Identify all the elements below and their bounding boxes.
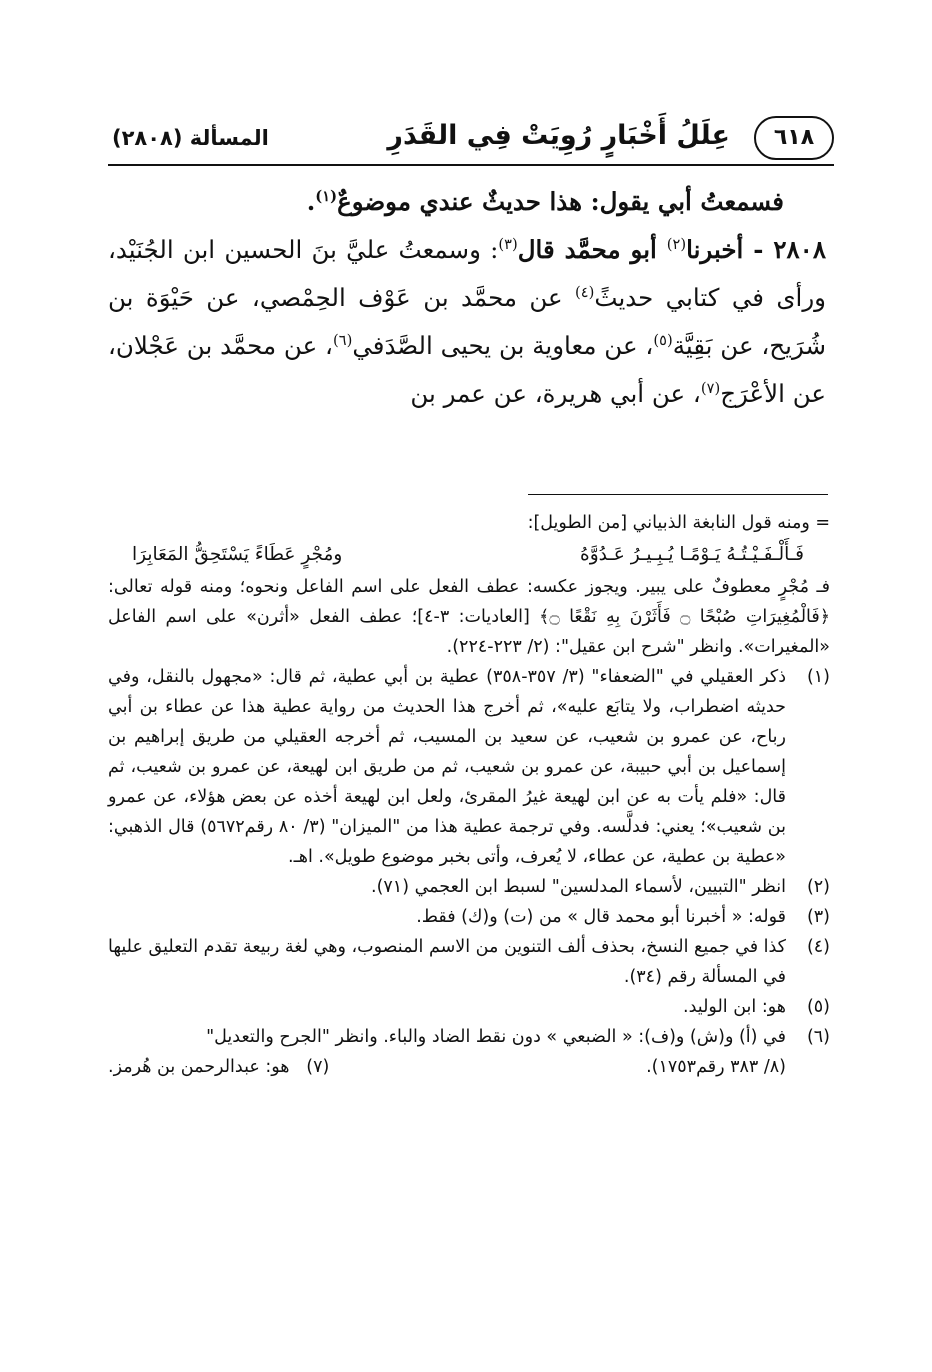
footnote-item <box>108 1052 329 1082</box>
footnote-text: قوله: « أخبرنا أبو محمد قال » من (ت) و(ك) فقط. <box>416 907 786 927</box>
question-number: ٢٨٠٨ - <box>743 235 826 264</box>
footnote-number: (٧) <box>306 1057 330 1077</box>
footnote-text: ذكر العقيلي في "الضعفاء" (٣/ ٣٥٧-٣٥٨) عطية بن أبي عطية، ثم قال: «مجهول بالنقل، وفي حديثه اضطراب، ولا يتابَع عليه»، ثم أخرج هذا الحديث من رواية عطية هذا عن عطاء بن أبي رباح، عن عمرو بن شعيب، عن سعيد بن المسيب، ثم أخرجه العقيلي من طريق إبراهيم بن إسماعيل بن أبي حبيبة، عن عمرو بن شعيب، ثم من طريق ابن لهيعة، عن عمرو بن شعيب، ثم قال: «فلم يأت به عن ابن لهيعة غيرُ المقرئ، ولعل ابن لهيعة أخذه عن بعض هؤلاء، عن عمرو بن شعيب»؛ يعني: فدلَّسه. وفي ترجمة عطية هذا من "الميزان" (٣/ ٨٠ رقم٥٦٧٢) قال الذهبي: «عطية بن عطية، عن عطاء، لا يُعرف، وأتى بخبر موضوع طويل». اهـ. <box>108 667 786 867</box>
footnote-text: انظر "التبيين، لأسماء المدلسين" لسبط ابن العجمي (٧١). <box>371 877 786 897</box>
footnote-rule <box>528 494 828 495</box>
footnote-ref-5: (٥) <box>653 331 673 349</box>
footnote-ref-1: (١) <box>315 187 338 205</box>
para2-segment-2: أبو محمَّد قال <box>517 235 667 264</box>
question-label: المسألة (٢٨٠٨) <box>112 126 269 150</box>
para2-segment-6: ، عن محمَّد بن عَجْلان، عن الأعْرَج <box>108 331 826 408</box>
main-paragraph-2 <box>108 226 826 418</box>
footnote-number: (٤) <box>806 937 830 957</box>
footnote-number: (١) <box>806 667 830 687</box>
main-paragraph-1 <box>108 178 826 226</box>
main-line1-text: فسمعتُ أبي يقول: هذا حديثٌ عندي موضوعٌ <box>337 187 784 216</box>
footnote-text: كذا في جميع النسخ، بحذف ألف التنوين من الاسم المنصوب، وهي لغة ربيعة تقدم التعليق عليها في المسألة رقم (٣٤). <box>108 937 786 987</box>
footnote-number: (٢) <box>806 877 830 897</box>
footnote-item <box>108 992 830 1022</box>
footnote-text: هو: عبدالرحمن بن هُرمز. <box>108 1057 290 1077</box>
footnote-continuation-text: فـ مُجْرٍ معطوفٌ على يبير. ويجوز عكسه: عطف الفعل على اسم الفاعل ونحوه؛ ومنه قوله تعالى: ﴿فَالْمُغِيرَاتِ صُبْحًا ۝ فَأَثَرْنَ بِهِ نَقْعًا ۝﴾ [العاديات: ٣-٤]؛ عطف الفعل «أثرن» على اسم الفاعل «المغيرات». وانظر "شرح ابن عقيل": (٢/ ٢٢٣-٢٢٤). <box>108 577 831 657</box>
para2-segment-4: عن محمَّد بن عَوْف الحِمْصي، عن حَيْوَة بن شُرَيح، عن بَقِيَّة <box>108 283 826 360</box>
para2-segment-3: : وسمعتُ عليَّ بنَ الحسين ابن الجُنَيْد، ورأى في كتابي حديثً <box>108 235 826 312</box>
para2-segment-5: ، عن معاوية بن يحيى الصَّدَفي <box>352 331 654 360</box>
footnote-ref-4: (٤) <box>575 283 595 301</box>
footnote-item <box>108 872 830 902</box>
main-line1-end: . <box>306 187 316 216</box>
footnote-number: (٦) <box>806 1027 830 1047</box>
footnote-text: (٨/ ٣٨٣ رقم١٧٥٣). <box>646 1057 786 1077</box>
footnote-shared-line <box>108 1052 830 1082</box>
page-header <box>108 112 834 164</box>
footnote-text: هو: ابن الوليد. <box>683 997 786 1017</box>
footnote-text: في (أ) و(ش) و(ف): « الضبعي » دون نقط الضاد والباء. وانظر "الجرح والتعديل" <box>206 1027 786 1047</box>
main-text <box>108 178 826 418</box>
footnote-item <box>108 932 830 992</box>
footnote-ref-7: (٧) <box>700 379 721 397</box>
footnote-item <box>108 902 830 932</box>
footnote-number: (٣) <box>806 907 830 927</box>
verse-first-hemistich: فَـأَلْـفَـيْـتُـهُ يَـوْمًـا يُـبِـيـرُ عَـدُوَّهُ <box>580 544 804 565</box>
footnote-ref-2: (٢) <box>666 235 687 253</box>
page-number: ٦١٨ <box>754 116 834 160</box>
footnote-ref-3: (٣) <box>498 235 518 253</box>
footnote-continuation-intro: = ومنه قول النابغة الذبياني [من الطويل]: <box>527 513 830 533</box>
footnote-item <box>108 1022 830 1052</box>
footnote-number: (٥) <box>806 997 830 1017</box>
para2-segment-7: ، عن أبي هريرة، عن عمر بن <box>410 379 701 408</box>
header-rule <box>108 164 834 166</box>
footnote-item <box>108 662 830 872</box>
footnotes <box>108 508 830 1082</box>
running-title: عِلَلُ أَخْبَارٍ رُوِيَتْ فِي القَدَرِ <box>387 120 730 151</box>
para2-segment-1: أخبرنا <box>686 235 744 264</box>
poetry-verse <box>108 538 830 572</box>
verse-second-hemistich: ومُجْرٍ عَطَاءً يَسْتَحِقُّ المَعَابِرَا <box>132 544 343 565</box>
footnote-ref-6: (٦) <box>332 331 353 349</box>
